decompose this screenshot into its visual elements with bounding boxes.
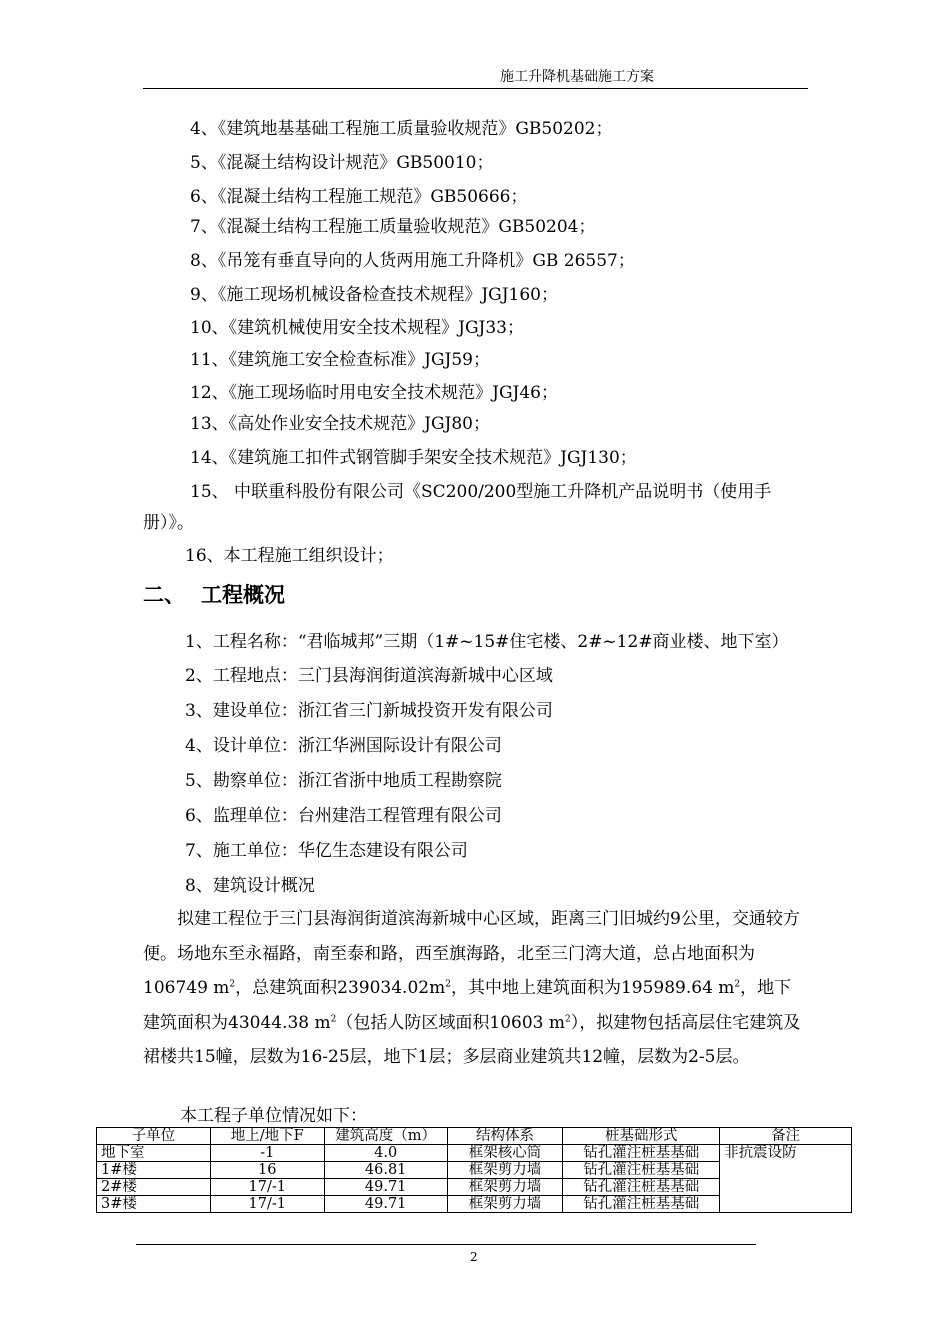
reference-item: 12、《施工现场临时用电安全技术规范》JGJ46； <box>190 383 558 403</box>
table-header-cell: 建筑高度（m） <box>324 1128 447 1145</box>
paragraph-text: ，其中地上建筑面积为195989.64 m <box>450 978 735 998</box>
table-cell: 钻孔灌注桩基基础 <box>563 1179 720 1196</box>
reference-item: 11、《建筑施工安全检查标准》JGJ59； <box>190 350 490 370</box>
paragraph-text: ，地下建筑面积为43044.38 m <box>143 978 792 1033</box>
table-header-row <box>97 1128 852 1145</box>
table-cell: 4.0 <box>324 1145 447 1162</box>
header-divider <box>143 88 808 89</box>
reference-item: 16、本工程施工组织设计； <box>185 546 394 566</box>
reference-item-continuation: 册）》。 <box>143 513 194 533</box>
table-cell: 钻孔灌注桩基基础 <box>563 1162 720 1179</box>
reference-item: 10、《建筑机械使用安全技术规程》JGJ33； <box>190 318 524 338</box>
overview-item: 1、工程名称：“君临城邦”三期（1#~15#住宅楼、2#~12#商业楼、地下室） <box>185 632 789 652</box>
section-title: 工程概况 <box>201 583 285 607</box>
sub-unit-table <box>96 1127 852 1213</box>
superscript: 2 <box>564 1013 571 1024</box>
reference-item: 6、《混凝土结构工程施工规范》GB50666； <box>190 187 528 207</box>
table-cell: 16 <box>210 1162 324 1179</box>
table-cell: 钻孔灌注桩基基础 <box>563 1196 720 1213</box>
table-cell: 2#楼 <box>97 1179 211 1196</box>
paragraph-text: ，总建筑面积239034.02m <box>235 978 446 998</box>
table-note-cell: 非抗震设防 <box>720 1145 852 1213</box>
footer-divider <box>136 1244 756 1245</box>
page-number: 2 <box>470 1250 478 1264</box>
superscript: 2 <box>229 979 236 990</box>
overview-item: 6、监理单位：台州建浩工程管理有限公司 <box>185 806 502 826</box>
reference-item: 9、《施工现场机械设备检查技术规程》JGJ160； <box>190 285 558 305</box>
table-cell: 49.71 <box>324 1196 447 1213</box>
reference-item: 14、《建筑施工扣件式钢管脚手架安全技术规范》JGJ130； <box>190 448 637 468</box>
design-paragraph <box>143 902 808 1075</box>
table-cell: 框架剪力墙 <box>447 1162 563 1179</box>
overview-item: 5、勘察单位：浙江省浙中地质工程勘察院 <box>185 771 502 791</box>
table-cell: 框架剪力墙 <box>447 1179 563 1196</box>
table-cell: 钻孔灌注桩基基础 <box>563 1145 720 1162</box>
reference-item: 7、《混凝土结构工程施工质量验收规范》GB50204； <box>190 217 596 237</box>
superscript: 2 <box>330 1013 337 1024</box>
table-header-cell: 桩基础形式 <box>563 1128 720 1145</box>
table-cell: 框架剪力墙 <box>447 1196 563 1213</box>
overview-item: 3、建设单位：浙江省三门新城投资开发有限公司 <box>185 701 553 721</box>
table-cell: 17/-1 <box>210 1196 324 1213</box>
superscript: 2 <box>445 979 451 990</box>
table-header-cell: 备注 <box>720 1128 852 1145</box>
overview-item: 4、设计单位：浙江华洲国际设计有限公司 <box>185 736 502 756</box>
reference-item: 13、《高处作业安全技术规范》JGJ80； <box>190 414 490 434</box>
table-cell: -1 <box>210 1145 324 1162</box>
table-cell: 49.71 <box>324 1179 447 1196</box>
table-intro: 本工程子单位情况如下： <box>180 1106 367 1126</box>
table-header-cell: 子单位 <box>97 1128 211 1145</box>
table-cell: 地下室 <box>97 1145 211 1162</box>
table-cell: 1#楼 <box>97 1162 211 1179</box>
reference-item: 8、《吊笼有垂直导向的人货两用施工升降机》GB 26557； <box>190 251 635 271</box>
table-header-cell: 地上/地下F <box>210 1128 324 1145</box>
table-cell: 框架核心筒 <box>447 1145 563 1162</box>
overview-item: 8、建筑设计概况 <box>185 876 315 896</box>
paragraph-text: ），拟建物包括高层住宅建筑及裙楼共15幢，层数为16-25层，地下1层；多层商业建筑共12幢，层数为2-5层。 <box>143 1012 801 1067</box>
superscript: 2 <box>734 979 741 990</box>
page-header-title: 施工升降机基础施工方案 <box>500 69 654 85</box>
overview-item: 2、工程地点：三门县海润街道滨海新城中心区域 <box>185 666 553 686</box>
table-cell: 3#楼 <box>97 1196 211 1213</box>
table-row <box>97 1145 852 1162</box>
reference-item: 4、《建筑地基基础工程施工质量验收规范》GB50202； <box>190 119 613 139</box>
table-cell: 17/-1 <box>210 1179 324 1196</box>
paragraph-text: 拟建工程位于三门县海润街道滨海新城中心区域，距离三门旧城约9公里，交通较方便。场地东至永福路，南至泰和路，西至旗海路，北至三门湾大道，总占地面积为106749 m <box>143 909 800 998</box>
table-header-cell: 结构体系 <box>447 1128 563 1145</box>
section-heading <box>143 579 285 609</box>
overview-item: 7、施工单位：华亿生态建设有限公司 <box>185 841 468 861</box>
reference-item: 15、 中联重科股份有限公司《SC200/200型施工升降机产品说明书（使用手 <box>190 482 772 502</box>
section-number: 二、 <box>143 583 185 607</box>
table-cell: 46.81 <box>324 1162 447 1179</box>
reference-item: 5、《混凝土结构设计规范》GB50010； <box>190 153 494 173</box>
paragraph-text: （包括人防区域面积10603 m <box>336 1012 565 1033</box>
